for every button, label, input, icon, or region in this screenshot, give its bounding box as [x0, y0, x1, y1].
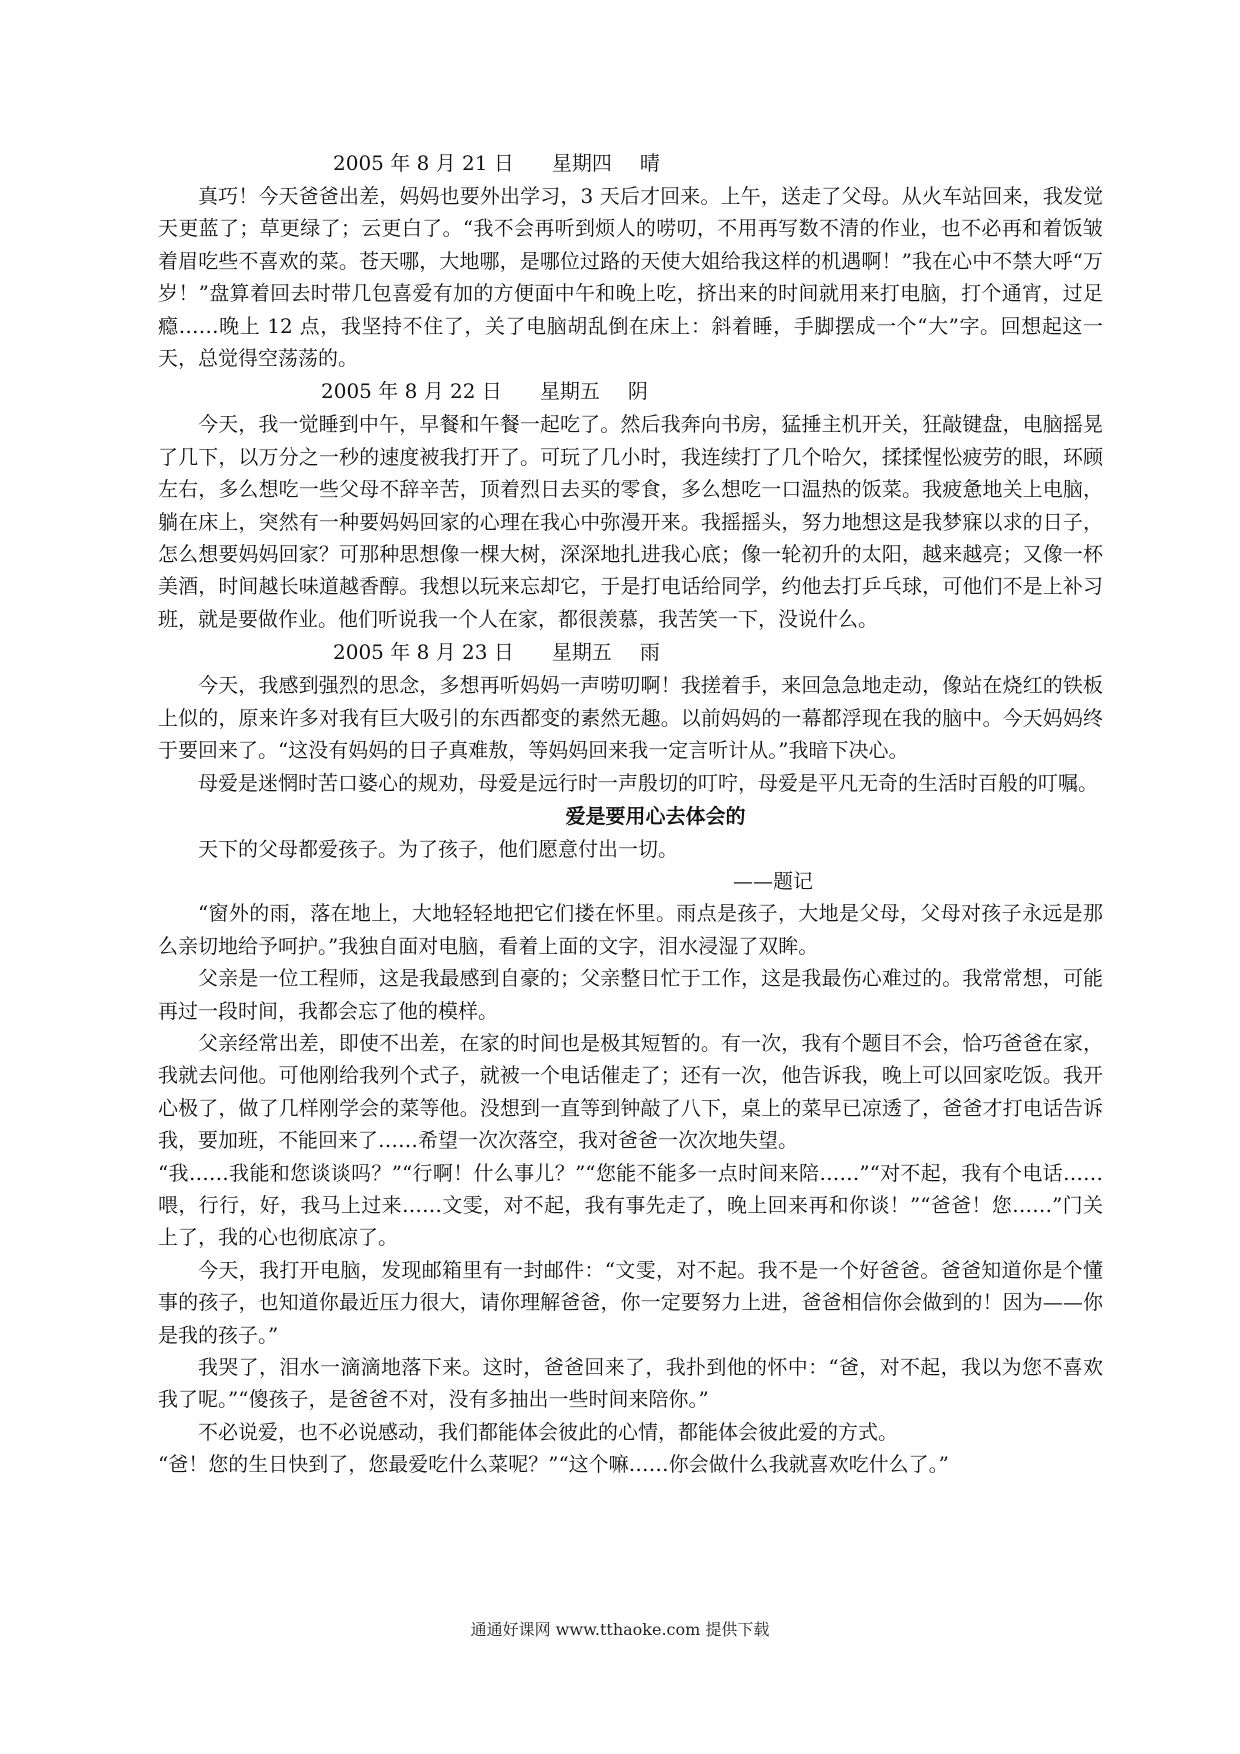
diary-paragraph: 母爱是迷惘时苦口婆心的规劝，母爱是远行时一声殷切的叮咛，母爱是平凡无奇的生活时百般的叮嘱。 [198, 770, 1098, 795]
diary-date: 2005 年 8 月 22 日 [321, 379, 502, 404]
diary-paragraph: 今天，我感到强烈的思念，多想再听妈妈一声唠叨啊！我搓着手，来回急急地走动，像站在烧红的铁板上似的，原来许多对我有巨大吸引的东西都变的素然无趣。以前妈妈的一幕都浮现在我的脑中。今天妈妈终于要回来了。“这没有妈妈的日子真难敖，等妈妈回来我一定言听计从。”我暗下决心。 [158, 673, 1103, 763]
diary-weekday: 星期五 [551, 640, 612, 665]
essay-title: 爱是要用心去体会的 [565, 803, 746, 828]
essay-paragraph: 不必说爱，也不必说感动，我们都能体会彼此的心情，都能体会彼此爱的方式。 [198, 1419, 898, 1444]
essay-paragraph: “我……我能和您谈谈吗？”“行啊！什么事儿？”“您能不能多一点时间来陪……”“对不起，我有个电话……喂，行行，好，我马上过来……文雯，对不起，我有事先走了，晚上回来再和你谈！”“爸爸！您……”门关上了，我的心也彻底凉了。 [158, 1160, 1103, 1250]
essay-paragraph: 父亲经常出差，即使不出差，在家的时间也是极其短暂的。有一次，我有个题目不会，恰巧爸爸在家，我就去问他。可他刚给我列个式子，就被一个电话催走了；还有一次，他告诉我，晚上可以回家吃饭。我开心极了，做了几样刚学会的菜等他。没想到一直等到钟敲了八下，桌上的菜早已凉透了，爸爸才打电话告诉我，要加班，不能回来了……希望一次次落空，我对爸爸一次次地失望。 [158, 1030, 1103, 1153]
diary-heading-2 [158, 374, 1103, 408]
document-body [158, 146, 1103, 1481]
page-footer: 通通好课网 www.tthaoke.com 提供下载 [470, 1620, 770, 1639]
essay-paragraph: “窗外的雨，落在地上，大地轻轻地把它们搂在怀里。雨点是孩子，大地是父母，父母对孩子永远是那么亲切地给予呵护。”我独自面对电脑，看着上面的文字，泪水浸湿了双眸。 [158, 901, 1103, 958]
diary-weekday: 星期四 [551, 151, 612, 175]
essay-paragraph: 今天，我打开电脑，发现邮箱里有一封邮件：“文雯，对不起。我不是一个好爸爸。爸爸知道你是个懂事的孩子，也知道你最近压力很大，请你理解爸爸，你一定要努力上进，爸爸相信你会做到的！因为——你是我的孩子。” [158, 1257, 1103, 1347]
essay-paragraph: 我哭了，泪水一滴滴地落下来。这时，爸爸回来了，我扑到他的怀中：“爸，对不起，我以为您不喜欢我了呢。”“傻孩子，是爸爸不对，没有多抽出一些时间来陪你。” [158, 1355, 1103, 1412]
essay-epigraph: 天下的父母都爱孩子。为了孩子，他们愿意付出一切。 [198, 836, 678, 861]
diary-weather: 晴 [639, 151, 660, 175]
diary-heading-1 [158, 146, 1103, 180]
diary-weekday: 星期五 [539, 379, 600, 404]
diary-date: 2005 年 8 月 21 日 [333, 151, 514, 175]
diary-date: 2005 年 8 月 23 日 [333, 640, 514, 665]
diary-weather: 阴 [627, 379, 648, 404]
diary-paragraph: 真巧！今天爸爸出差，妈妈也要外出学习，3 天后才回来。上午，送走了父母。从火车站回来，我发觉天更蓝了；草更绿了；云更白了。“我不会再听到烦人的唠叨，不用再写数不清的作业，也不必再和着饭皱着眉吃些不喜欢的菜。苍天哪，大地哪，是哪位过路的天使大姐给我这样的机遇啊！”我在心中不禁大呼“万岁！”盘算着回去时带几包喜爱有加的方便面中午和晚上吃，挤出来的时间就用来打电脑，打个通宵，过足瘾……晚上 12 点，我坚持不住了，关了电脑胡乱倒在床上：斜着睡，手脚摆成一个“大”字。回想起这一天，总觉得空荡荡的。 [158, 184, 1103, 371]
diary-weather: 雨 [639, 640, 660, 665]
essay-paragraph: “爸！您的生日快到了，您最爱吃什么菜呢？”“这个嘛……你会做什么我就喜欢吃什么了。” [158, 1452, 949, 1477]
essay-byline: ——题记 [733, 869, 813, 894]
essay-paragraph: 父亲是一位工程师，这是我最感到自豪的；父亲整日忙于工作，这是我最伤心难过的。我常常想，可能再过一段时间，我都会忘了他的模样。 [158, 966, 1103, 1023]
diary-paragraph: 今天，我一觉睡到中午，早餐和午餐一起吃了。然后我奔向书房，猛捶主机开关，狂敲键盘，电脑摇晃了几下，以万分之一秒的速度被我打开了。可玩了几小时，我连续打了几个哈欠，揉揉惺忪疲劳的眼，环顾左右，多么想吃一些父母不辞辛苦，顶着烈日去买的零食，多么想吃一口温热的饭菜。我疲惫地关上电脑，躺在床上，突然有一种要妈妈回家的心理在我心中弥漫开来。我摇摇头，努力地想这是我梦寐以求的日子，怎么想要妈妈回家？可那种思想像一棵大树，深深地扎进我心底；像一轮初升的太阳，越来越亮；又像一杯美酒，时间越长味道越香醇。我想以玩来忘却它，于是打电话给同学，约他去打乒乓球，可他们不是上补习班，就是要做作业。他们听说我一个人在家，都很羡慕，我苦笑一下，没说什么。 [158, 412, 1103, 631]
diary-heading-3 [158, 635, 1103, 669]
